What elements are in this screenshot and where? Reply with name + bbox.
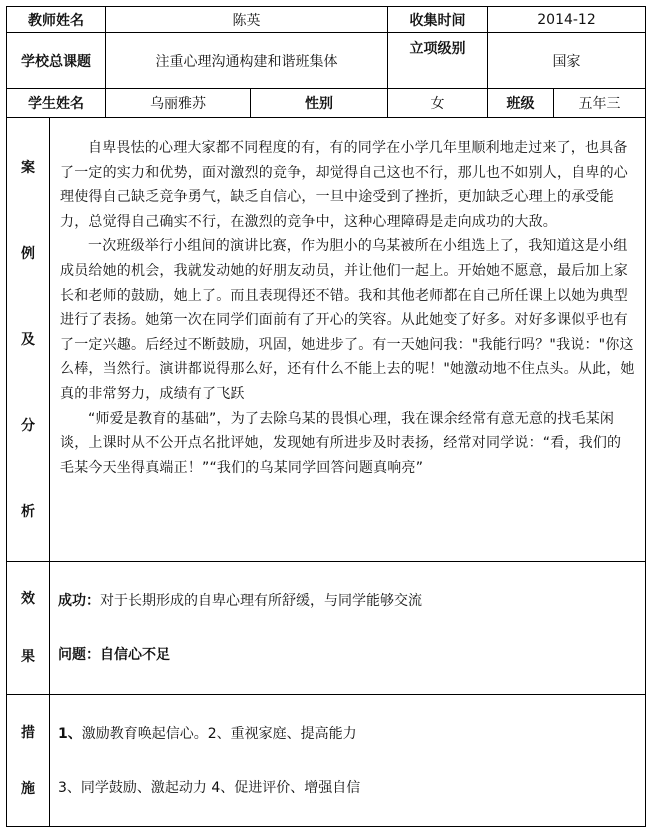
side-char: 例: [21, 245, 35, 262]
row-effect: [7, 562, 646, 695]
spacer: [58, 614, 645, 642]
school-topic-label: 学校总课题: [7, 33, 106, 89]
side-char: 案: [21, 159, 35, 176]
side-char: 果: [21, 649, 35, 665]
school-topic-value: 注重心理沟通构建和谐班集体: [106, 33, 388, 89]
collect-time-value: 2014-12: [488, 7, 646, 33]
measure-number: 1、: [58, 725, 82, 742]
row-case-analysis: [7, 118, 646, 562]
effect-side-label: [7, 562, 50, 695]
side-char: 析: [21, 503, 35, 520]
spacer: [58, 747, 645, 775]
side-char: 分: [21, 417, 35, 434]
gender-label: 性别: [251, 89, 388, 118]
success-text: 对于长期形成的自卑心理有所舒缓，与同学能够交流: [100, 593, 422, 609]
problem-text: 自信心不足: [100, 647, 170, 663]
effect-content: [50, 562, 646, 695]
measures-content: [50, 695, 646, 827]
case-record-form: [6, 6, 645, 827]
teacher-label: 教师姓名: [7, 7, 106, 33]
measure-text: 激励教育唤起信心。2、重视家庭、提高能力: [81, 725, 357, 742]
case-analysis-side-label: [7, 118, 50, 562]
project-level-value: 国家: [488, 33, 646, 89]
row-student: [7, 89, 646, 118]
row-teacher: [7, 7, 646, 33]
project-level-label: 立项级别: [388, 33, 488, 89]
class-label: 班级: [488, 89, 554, 118]
measures-line-2: 3、同学鼓励、激起动力 4、促进评价、增强自信: [58, 779, 361, 796]
case-paragraph-1: 自卑畏怯的心理大家都不同程度的有，有的同学在小学几年里顺利地走过来了，也具备了一定的实力和优势，面对激烈的竞争，却觉得自己这也不行，那儿也不如别人，自卑的心理使得自己缺乏竞争勇气，缺乏自信心，一旦中途受到了挫折，更加缺乏心理上的承受能力，总觉得自己确实不行，在激烈的竞争中，这种心理障碍是走向成功的大敌。: [60, 140, 628, 230]
row-topic: [7, 33, 646, 89]
side-char: 措: [21, 724, 35, 741]
side-char: 效: [21, 591, 35, 607]
success-label: 成功：: [58, 593, 100, 609]
form-table: [6, 6, 646, 827]
teacher-value: 陈英: [106, 7, 388, 33]
case-paragraph-3: “师爱是教育的基础”，为了去除乌某的畏惧心理，我在课余经常有意无意的找毛某闲谈，上课时从不公开点名批评她，发现她有所进步及时表扬，经常对同学说：“看，我们的毛某今天坐得真端正！”“我们的乌某同学回答问题真响亮”: [60, 410, 622, 476]
gender-value: 女: [388, 89, 488, 118]
side-char: 施: [21, 780, 35, 797]
collect-time-label: 收集时间: [388, 7, 488, 33]
measures-side-label: [7, 695, 50, 827]
class-value: 五年三: [554, 89, 646, 118]
problem-label: 问题：: [58, 647, 100, 663]
measures-line-1: [58, 721, 645, 747]
case-analysis-text: [50, 118, 646, 562]
student-name-label: 学生姓名: [7, 89, 106, 118]
student-name-value: 乌丽雅苏: [106, 89, 251, 118]
effect-success-line: [58, 588, 645, 614]
row-measures: [7, 695, 646, 827]
side-char: 及: [21, 331, 35, 348]
case-paragraph-2: 一次班级举行小组间的演讲比赛，作为胆小的乌某被所在小组选上了，我知道这是小组成员给她的机会，我就发动她的好朋友动员，并让他们一起上。开始她不愿意，最后加上家长和老师的鼓励，她上了。而且表现得还不错。我和其他老师都在自己所任课上以她为典型进行了表扬。她第一次在同学们面前有了开心的笑容。从此她变了好多。对好多课似乎也有了一定兴趣。后经过不断鼓励，巩固，她进步了。有一天她问我："我能行吗？"我说："你这么棒，当然行。演讲都说得那么好，还有什么不能上去的呢！"她激动地不住点头。从此，她真的非常努力，成绩有了飞跃: [60, 238, 635, 402]
effect-problem-line: [58, 642, 645, 668]
